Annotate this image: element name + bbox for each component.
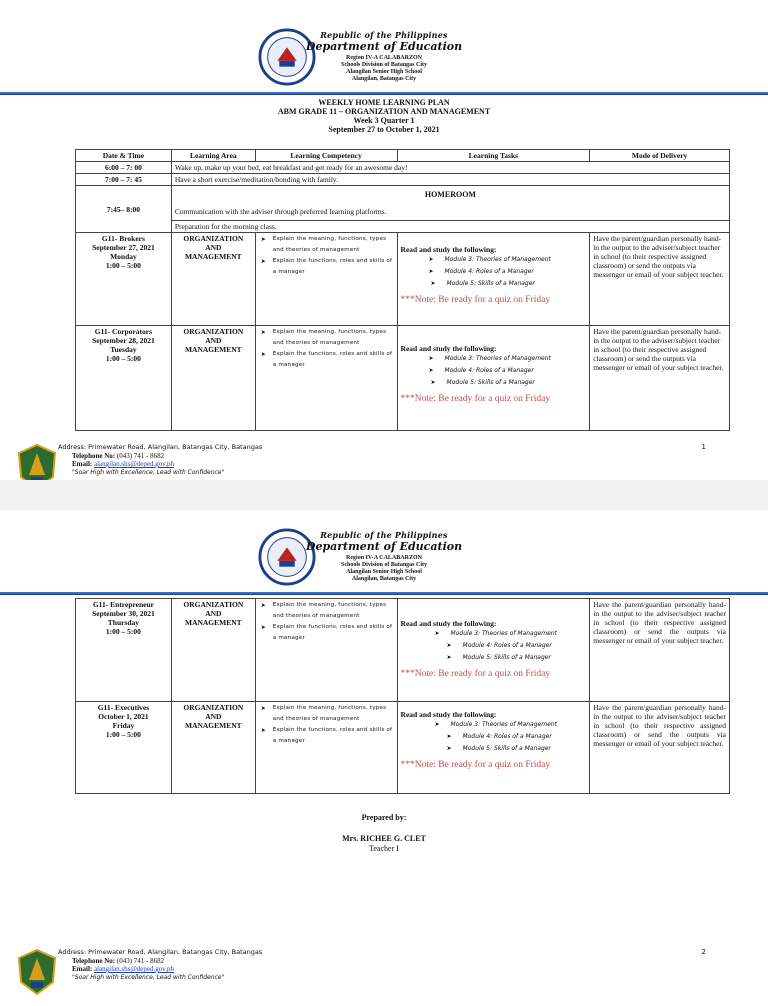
learning-area-cell xyxy=(171,326,255,431)
routine-text: Preparation for the morning class. xyxy=(172,220,729,232)
module-item: ➤ Module 3: Theories of Management xyxy=(445,353,587,365)
module-item: ➤ Module 4: Roles of a Manager xyxy=(463,731,587,743)
header-rule xyxy=(0,592,768,595)
session-time: 1:00 – 5:00 xyxy=(105,261,141,270)
column-header: Mode of Delivery xyxy=(590,150,730,162)
session-day: Tuesday xyxy=(110,345,137,354)
module-item: ➤ Module 3: Theories of Management xyxy=(445,254,587,266)
area-text: AND xyxy=(205,243,222,252)
module-item: ➤ Module 5: Skills of a Manager xyxy=(447,377,587,389)
module-item: ➤ Module 4: Roles of a Manager xyxy=(445,266,587,278)
module-item: ➤ Module 5: Skills of a Manager xyxy=(447,278,587,290)
footer-email xyxy=(58,460,262,469)
module-item: ➤ Module 5: Skills of a Manager xyxy=(463,743,587,755)
routine-row xyxy=(76,186,730,233)
footer-motto: "Soar High with Excellence, Lead with Confidence" xyxy=(72,973,225,981)
tasks-cell xyxy=(397,233,590,326)
plan-week-text: Week 3 Quarter 1 xyxy=(353,116,415,125)
footer-contact xyxy=(58,443,262,477)
session-row xyxy=(76,599,730,702)
tasks-intro: Read and study the following: xyxy=(400,710,497,719)
footer-address: Address: Primewater Road, Alangilan, Batangas City, Batangas xyxy=(58,443,263,451)
session-date: September 30, 2021 xyxy=(92,609,155,618)
module-item: ➤ Module 5: Skills of a Manager xyxy=(463,652,587,664)
area-text: AND xyxy=(205,712,222,721)
session-date-cell xyxy=(76,702,172,794)
session-day: Monday xyxy=(110,252,137,261)
session-date: September 27, 2021 xyxy=(92,243,155,252)
area-text: MANAGEMENT xyxy=(184,618,242,627)
tasks-cell xyxy=(397,599,590,702)
telephone-value: (043) 741 - 8682 xyxy=(116,451,165,460)
session-date-cell xyxy=(76,326,172,431)
session-row xyxy=(76,702,730,794)
session-row xyxy=(76,326,730,431)
tasks-intro: Read and study the following: xyxy=(400,619,497,628)
footer-email xyxy=(58,965,262,974)
teacher-name: Mrs. RICHEE G. CLET xyxy=(342,834,426,843)
session-time: 1:00 – 5:00 xyxy=(105,627,141,636)
competency-item: ➤ Explain the meaning, functions, types and theories of management xyxy=(259,327,394,349)
section-name: G11- Executives xyxy=(97,703,150,712)
area-text: ORGANIZATION xyxy=(183,327,244,336)
republic-text: Republic of the Philippines xyxy=(320,530,448,540)
prepared-by-label: Prepared by: xyxy=(361,813,407,822)
learning-plan-table xyxy=(75,149,730,431)
session-date-cell xyxy=(76,599,172,702)
routine-text: Wake up, make up your bed, eat breakfast and get ready for an awesome day! xyxy=(171,162,729,174)
session-time: 1:00 – 5:00 xyxy=(105,730,141,739)
section-name: G11- Brokers xyxy=(101,234,145,243)
footer-contact xyxy=(58,948,262,982)
module-item: ➤ Module 3: Theories of Management xyxy=(451,719,587,731)
tasks-intro: Read and study the following: xyxy=(400,344,497,353)
learning-plan-table xyxy=(75,598,730,794)
area-text: ORGANIZATION xyxy=(183,703,244,712)
homeroom-heading: HOMEROOM xyxy=(424,190,476,199)
plan-subject-text: ABM GRADE 11 – ORGANIZATION AND MANAGEMENT xyxy=(277,107,491,116)
page-number: 2 xyxy=(701,948,706,956)
area-text: ORGANIZATION xyxy=(183,600,244,609)
learning-area-cell xyxy=(171,233,255,326)
competency-item: ➤ Explain the meaning, functions, types and theories of management xyxy=(259,234,394,256)
email-link[interactable]: alangilan.shs@deped.gov.ph xyxy=(93,460,175,468)
document-page-2 xyxy=(0,510,768,1006)
plan-dates-text: September 27 to October 1, 2021 xyxy=(328,125,440,134)
competency-item: ➤ Explain the functions, roles and skills of a manager xyxy=(259,725,394,747)
school-text: Alangilan Senior High School xyxy=(346,69,422,75)
republic-text: Republic of the Philippines xyxy=(320,30,448,40)
homeroom-cell xyxy=(171,186,729,233)
telephone-label: Telephone No: xyxy=(72,451,116,460)
telephone-value: (043) 741 - 8682 xyxy=(116,956,165,965)
header-rule xyxy=(0,92,768,95)
signature-block xyxy=(0,813,768,854)
school-logo-icon xyxy=(17,948,57,996)
column-header: Learning Area xyxy=(171,150,255,162)
section-name: G11- Entrepreneur xyxy=(92,600,155,609)
competency-cell xyxy=(255,326,397,431)
department-text: Department of Education xyxy=(305,540,463,553)
delivery-cell: Have the parent/guardian personally hand-in the output to the adviser/subject teacher in school (to their respective assigned classroom) or send the outputs via messenger or email of your subject teacher. xyxy=(590,599,730,702)
tasks-cell xyxy=(397,326,590,431)
telephone-label: Telephone No: xyxy=(72,956,116,965)
school-text: Alangilan Senior High School xyxy=(346,569,422,575)
area-text: MANAGEMENT xyxy=(184,721,242,730)
delivery-cell: Have the parent/guardian personally hand-in the output to the adviser/subject teacher in school (to their respective assigned classroom) or send the outputs via messenger or email of your subject teacher. xyxy=(590,326,730,431)
area-text: MANAGEMENT xyxy=(184,252,242,261)
region-text: Region IV-A CALABARZON xyxy=(346,555,422,561)
area-text: MANAGEMENT xyxy=(184,345,242,354)
area-text: AND xyxy=(205,336,222,345)
email-label: Email: xyxy=(72,965,93,973)
module-item: ➤ Module 4: Roles of a Manager xyxy=(445,365,587,377)
location-text: Alangilan, Batangas City xyxy=(351,576,417,582)
quiz-note: ***Note: Be ready for a quiz on Friday xyxy=(400,669,551,679)
routine-text: Have a short exercise/meditation/bonding with family. xyxy=(171,174,729,186)
division-text: Schools Division of Batangas City xyxy=(340,562,427,568)
competency-item: ➤ Explain the functions, roles and skills of a manager xyxy=(259,256,394,278)
routine-time: 6:00 – 7: 00 xyxy=(76,162,172,174)
delivery-cell: Have the parent/guardian personally hand-in the output to the adviser/subject teacher in school (to their respective assigned classroom) or send the outputs via messenger or email of your subject teacher. xyxy=(590,702,730,794)
session-day: Thursday xyxy=(107,618,140,627)
session-date: September 28, 2021 xyxy=(92,336,155,345)
routine-time: 7:00 – 7: 45 xyxy=(76,174,172,186)
email-label: Email: xyxy=(72,460,93,468)
routine-row xyxy=(76,162,730,174)
routine-row xyxy=(76,174,730,186)
session-day: Friday xyxy=(112,721,135,730)
letterhead xyxy=(0,0,768,83)
competency-item: ➤ Explain the functions, roles and skills of a manager xyxy=(259,622,394,644)
column-header: Date & Time xyxy=(76,150,172,162)
competency-item: ➤ Explain the functions, roles and skills of a manager xyxy=(259,349,394,371)
table-header-row xyxy=(76,150,730,162)
teacher-position: Teacher I xyxy=(369,844,399,853)
competency-cell xyxy=(255,702,397,794)
department-text: Department of Education xyxy=(305,40,463,53)
competency-item: ➤ Explain the meaning, functions, types and theories of management xyxy=(259,703,394,725)
plan-title xyxy=(0,98,768,134)
footer-address: Address: Primewater Road, Alangilan, Batangas City, Batangas xyxy=(58,948,263,956)
session-time: 1:00 – 5:00 xyxy=(105,354,141,363)
footer-telephone xyxy=(58,452,262,461)
quiz-note: ***Note: Be ready for a quiz on Friday xyxy=(400,760,551,770)
module-item: ➤ Module 3: Theories of Management xyxy=(451,628,587,640)
location-text: Alangilan, Batangas City xyxy=(351,76,417,82)
footer xyxy=(0,948,768,1006)
tasks-cell xyxy=(397,702,590,794)
column-header: Learning Competency xyxy=(255,150,397,162)
module-item: ➤ Module 4: Roles of a Manager xyxy=(463,640,587,652)
footer-telephone xyxy=(58,957,262,966)
area-text: AND xyxy=(205,609,222,618)
email-link[interactable]: alangilan.shs@deped.gov.ph xyxy=(93,965,175,973)
session-date-cell xyxy=(76,233,172,326)
delivery-cell: Have the parent/guardian personally hand-in the output to the adviser/subject teacher in school (to their respective assigned classroom) or send the outputs via messenger or email of your subject teacher. xyxy=(590,233,730,326)
document-page-1 xyxy=(0,0,768,480)
page-gap xyxy=(0,480,768,510)
plan-title-text: WEEKLY HOME LEARNING PLAN xyxy=(318,98,450,107)
page-number: 1 xyxy=(701,443,706,451)
letterhead xyxy=(0,510,768,583)
routine-time: 7:45– 8:00 xyxy=(76,186,172,233)
competency-cell xyxy=(255,599,397,702)
column-header: Learning Tasks xyxy=(397,150,590,162)
footer-motto: "Soar High with Excellence, Lead with Confidence" xyxy=(72,468,225,476)
learning-area-cell xyxy=(171,702,255,794)
quiz-note: ***Note: Be ready for a quiz on Friday xyxy=(400,394,551,404)
session-row xyxy=(76,233,730,326)
region-text: Region IV-A CALABARZON xyxy=(346,55,422,61)
tasks-intro: Read and study the following: xyxy=(400,245,497,254)
section-name: G11- Corporators xyxy=(94,327,153,336)
area-text: ORGANIZATION xyxy=(183,234,244,243)
routine-text: Communication with the adviser through preferred learning platforms. xyxy=(174,207,387,216)
competency-cell xyxy=(255,233,397,326)
division-text: Schools Division of Batangas City xyxy=(340,62,427,68)
learning-area-cell xyxy=(171,599,255,702)
quiz-note: ***Note: Be ready for a quiz on Friday xyxy=(400,295,551,305)
competency-item: ➤ Explain the meaning, functions, types and theories of management xyxy=(259,600,394,622)
session-date: October 1, 2021 xyxy=(98,712,149,721)
